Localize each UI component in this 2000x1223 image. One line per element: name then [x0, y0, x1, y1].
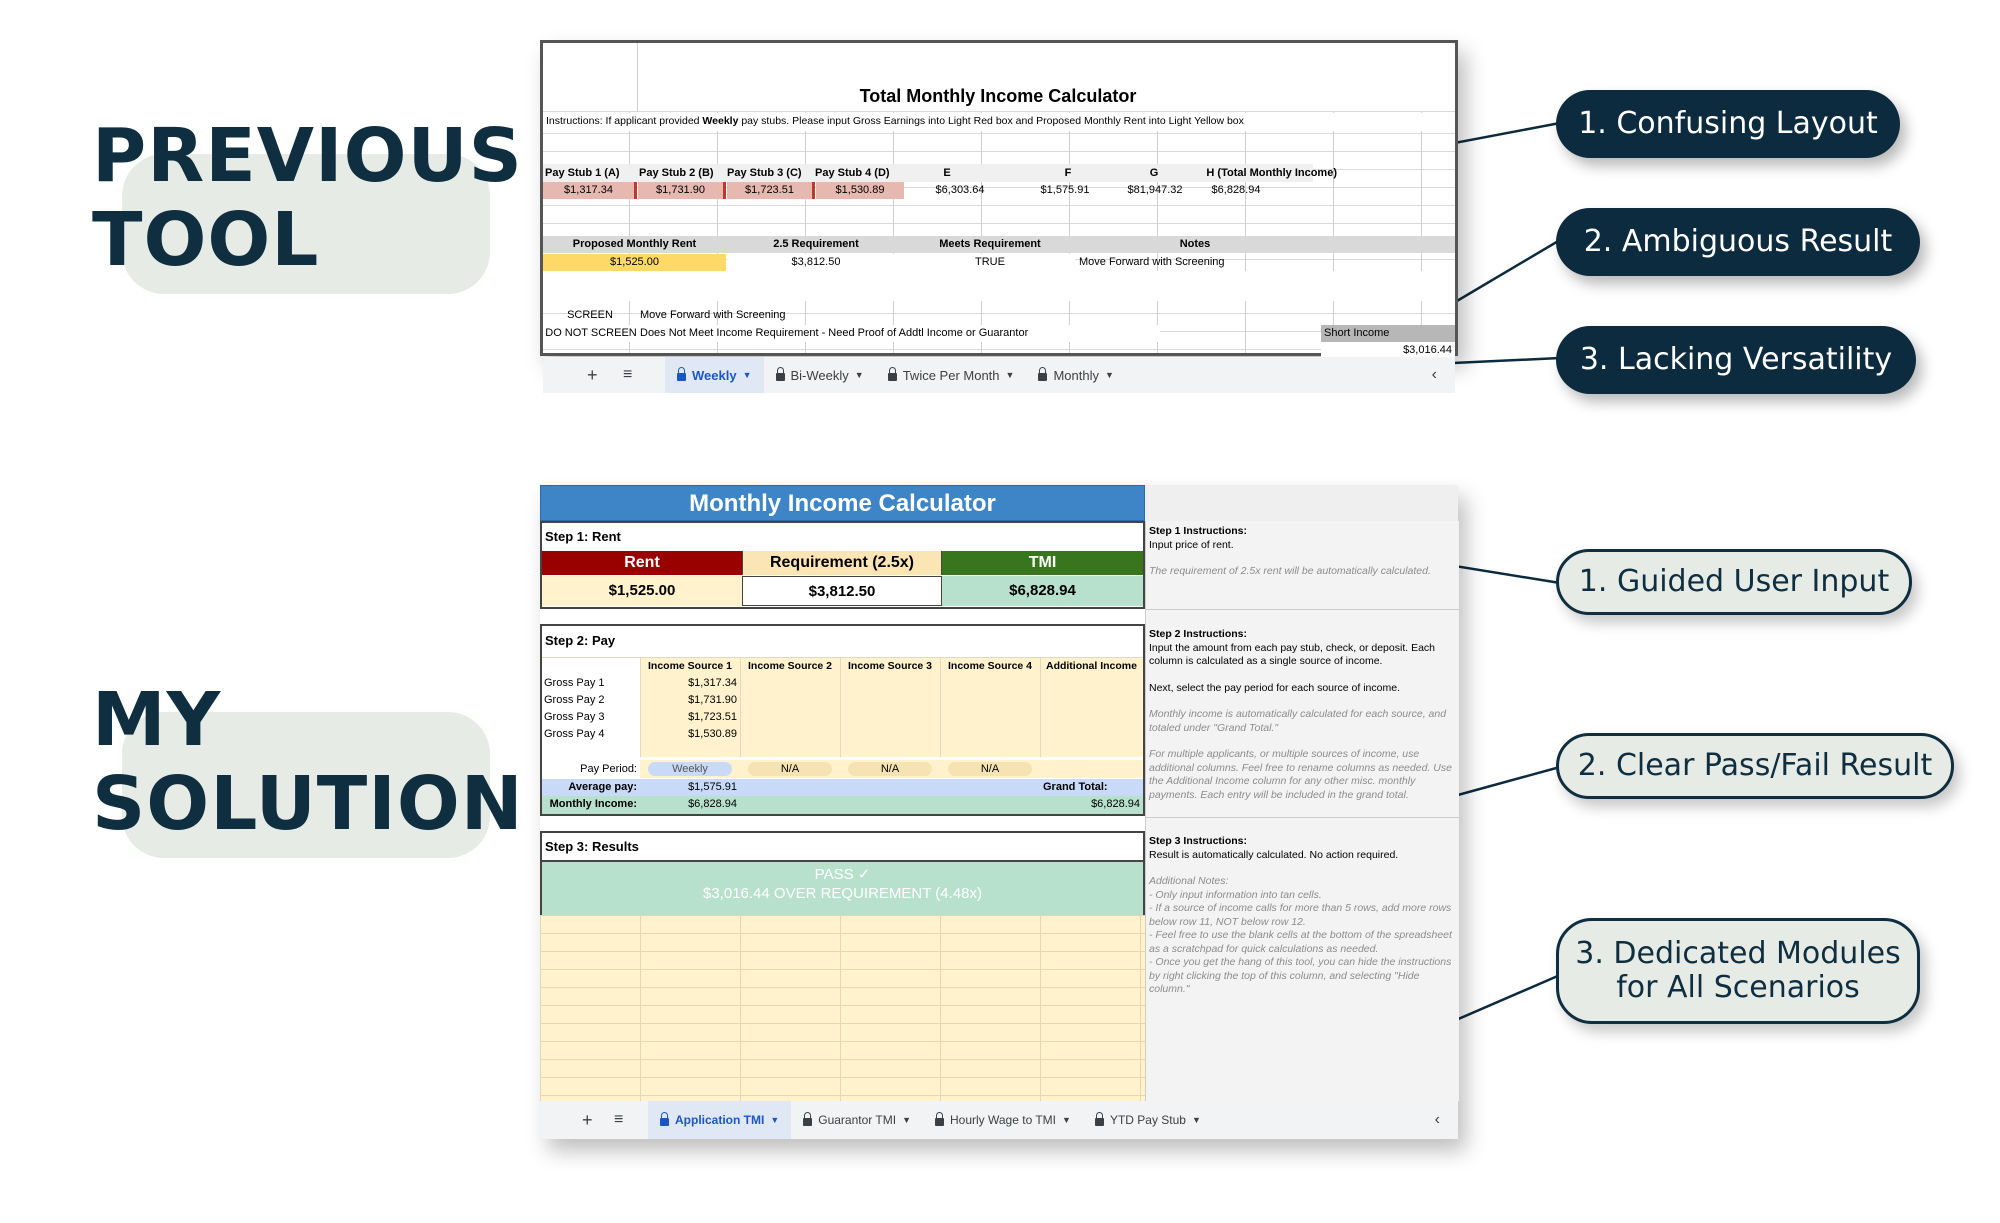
callout-clear-pass-fail: 2. Clear Pass/Fail Result: [1556, 733, 1954, 799]
chevron-left-icon[interactable]: ‹: [1431, 366, 1437, 383]
menu-icon[interactable]: ≡: [614, 1111, 624, 1128]
step2-instructions-note1: Monthly income is automatically calculated for each source, and totaled under "Grand Total.": [1149, 708, 1447, 734]
tmi-value: $6,828.94: [942, 576, 1143, 606]
tab-monthly-label: Monthly: [1053, 367, 1099, 383]
gross-pay-2-value[interactable]: $1,731.90: [688, 694, 737, 706]
old-header-g: G: [1149, 167, 1159, 179]
step2-instructions-note2: For multiple applicants, or multiple sources of income, use additional columns. Feel free to rename columns as needed. Use the Additional Income column for any other misc. monthly payments. Each entry will be included in the grand total.: [1149, 748, 1452, 801]
plus-icon[interactable]: +: [587, 364, 598, 385]
old-short-income-value: $3,016.44: [1321, 342, 1455, 359]
old-header-meets: Meets Requirement: [939, 238, 1041, 250]
old-noscreen-label: DO NOT SCREEN: [543, 325, 639, 342]
old-sheet-tabbar: [543, 357, 1455, 393]
over-requirement-text: $3,016.44 OVER REQUIREMENT (4.48x): [703, 885, 982, 902]
step2-instructions-title: Step 2 Instructions:: [1149, 628, 1248, 640]
old-instr-bold: Weekly: [702, 115, 739, 127]
lock-icon: [660, 1118, 669, 1126]
old-header-b: Pay Stub 2 (B): [639, 167, 714, 179]
lock-icon: [803, 1118, 812, 1126]
tab-twice-per-month[interactable]: [876, 357, 1027, 393]
gross-pay-1-label: Gross Pay 1: [544, 677, 605, 689]
income-source-1-header: Income Source 1: [647, 660, 733, 672]
additional-note-3: - Feel free to use the blank cells at the bottom of the spreadsheet as a scratchpad for quick calculations as needed.: [1149, 929, 1452, 955]
step3-title: Step 3: Results: [545, 839, 639, 854]
caret-down-icon: ▼: [1104, 370, 1114, 380]
callout-ambiguous-result: 2. Ambiguous Result: [1556, 208, 1920, 276]
old-screen-label: SCREEN: [567, 309, 613, 321]
tab-guarantor-tmi[interactable]: [791, 1101, 923, 1139]
old-sheet-title: Total Monthly Income Calculator: [859, 86, 1137, 106]
lock-icon: [677, 373, 686, 381]
old-header-f: F: [1064, 167, 1072, 179]
tab-weekly[interactable]: [665, 357, 764, 393]
old-instr-post: pay stubs. Please input Gross Earnings into Light Red box and Proposed Monthly Rent into Light Yellow box: [738, 115, 1244, 127]
old-header-rent: Proposed Monthly Rent: [572, 238, 697, 250]
income-source-2-header: Income Source 2: [747, 660, 833, 672]
tab-hourly-wage-label: Hourly Wage to TMI: [949, 1113, 1057, 1127]
caret-down-icon: ▼: [742, 370, 752, 380]
old-value-c[interactable]: $1,723.51: [727, 182, 815, 199]
caret-down-icon: ▼: [770, 1115, 780, 1125]
gross-pay-1-value[interactable]: $1,317.34: [688, 677, 737, 689]
lock-icon: [1095, 1118, 1104, 1126]
tab-ytd-pay-stub[interactable]: [1083, 1101, 1213, 1139]
additional-income-header: Additional Income: [1045, 660, 1137, 672]
solution-title-line1: MY: [92, 677, 222, 763]
step1-instructions-text: Input price of rent.: [1149, 538, 1234, 551]
income-source-4-header: Income Source 4: [947, 660, 1033, 672]
tmi-header: TMI: [942, 551, 1143, 575]
new-sheet-tabbar: [540, 1101, 1458, 1139]
callout-dedicated-modules-line1: 3. Dedicated Modules: [1575, 936, 1901, 971]
step2-instructions-p2: Next, select the pay period for each source of income.: [1149, 681, 1400, 694]
caret-down-icon: ▼: [1062, 1115, 1071, 1125]
tab-application-tmi-label: Application TMI: [675, 1113, 765, 1127]
rent-header: Rent: [542, 551, 742, 575]
old-value-d[interactable]: $1,530.89: [816, 182, 904, 199]
lock-icon: [1038, 373, 1047, 381]
tab-bi-weekly[interactable]: [764, 357, 876, 393]
old-value-a[interactable]: $1,317.34: [543, 182, 637, 199]
old-sheet-instructions: [546, 113, 1451, 130]
requirement-value: $3,812.50: [742, 576, 942, 606]
pay-period-label: Pay Period:: [580, 763, 637, 775]
step3-instructions-text: Result is automatically calculated. No action required.: [1149, 848, 1399, 861]
old-requirement-value: $3,812.50: [727, 254, 905, 271]
scratchpad-grid: [540, 915, 1145, 1101]
lock-icon: [888, 373, 897, 381]
menu-icon[interactable]: ≡: [623, 366, 633, 383]
caret-down-icon: ▼: [902, 1115, 911, 1125]
additional-note-1: - Only input information into tan cells.: [1149, 888, 1322, 901]
tab-ytd-pay-stub-label: YTD Pay Stub: [1109, 1113, 1186, 1127]
old-header-e: E: [943, 167, 951, 179]
plus-icon[interactable]: +: [582, 1109, 593, 1130]
instructions-panel: [1145, 521, 1459, 1101]
lock-icon: [935, 1118, 944, 1126]
old-header-h: H (Total Monthly Income): [1206, 167, 1337, 179]
tab-twice-per-month-label: Twice Per Month: [902, 367, 1000, 383]
grand-total-label: Grand Total:: [1043, 781, 1108, 793]
additional-notes-title: Additional Notes:: [1149, 875, 1229, 887]
monthly-income-label: Monthly Income:: [549, 798, 637, 810]
solution-title-line2: SOLUTION: [92, 761, 524, 847]
old-meets-value: TRUE: [905, 254, 1075, 271]
old-screen-text: Move Forward with Screening: [640, 309, 786, 321]
tab-guarantor-tmi-label: Guarantor TMI: [818, 1113, 897, 1127]
old-header-c: Pay Stub 3 (C): [727, 167, 802, 179]
tab-application-tmi[interactable]: [648, 1101, 791, 1139]
previous-tool-spreadsheet: [540, 40, 1458, 356]
requirement-header: Requirement (2.5x): [742, 551, 942, 575]
gross-pay-3-label: Gross Pay 3: [544, 711, 605, 723]
average-pay-value: $1,575.91: [688, 781, 737, 793]
gross-pay-4-value[interactable]: $1,530.89: [688, 728, 737, 740]
additional-notes: [1149, 875, 1455, 997]
old-value-h: $6,828.94: [1211, 184, 1261, 196]
old-noscreen-text: Does Not Meet Income Requirement - Need Proof of Addtl Income or Guarantor: [640, 325, 1160, 342]
additional-note-2: - If a source of income calls for more than 5 rows, add more rows below row 11, NOT below row 12.: [1149, 902, 1452, 928]
average-pay-label: Average pay:: [568, 781, 637, 793]
step3-instructions-title: Step 3 Instructions:: [1149, 835, 1248, 847]
old-value-e: $6,303.64: [935, 184, 985, 196]
rent-input[interactable]: $1,525.00: [542, 576, 742, 606]
callout-dedicated-modules-line2: for All Scenarios: [1616, 970, 1860, 1005]
old-value-f: $1,575.91: [1040, 184, 1090, 196]
caret-down-icon: ▼: [1005, 370, 1015, 380]
old-rent-input[interactable]: $1,525.00: [543, 254, 726, 271]
old-instr-pre: Instructions: If applicant provided: [546, 115, 703, 127]
pay-period-select-4[interactable]: N/A: [948, 762, 1032, 776]
income-source-3-header: Income Source 3: [847, 660, 933, 672]
step1-instructions-note: The requirement of 2.5x rent will be automatically calculated.: [1149, 565, 1431, 577]
tab-weekly-label: Weekly: [692, 367, 737, 383]
gross-pay-4-label: Gross Pay 4: [544, 728, 605, 740]
step2-title: Step 2: Pay: [545, 633, 616, 648]
tab-bi-weekly-label: Bi-Weekly: [790, 367, 849, 383]
old-short-income-label: Short Income: [1321, 325, 1455, 342]
pay-period-select-1[interactable]: Weekly: [648, 762, 732, 776]
old-header-requirement: 2.5 Requirement: [773, 238, 859, 250]
callout-dedicated-modules: [1556, 918, 1920, 1024]
new-sheet-title: Monthly Income Calculator: [540, 485, 1145, 521]
gross-pay-2-label: Gross Pay 2: [544, 694, 605, 706]
previous-title-line2: TOOL: [92, 197, 320, 283]
callout-lacking-versatility: 3. Lacking Versatility: [1556, 326, 1916, 394]
old-header-a: Pay Stub 1 (A): [545, 167, 620, 179]
gross-pay-3-value[interactable]: $1,723.51: [688, 711, 737, 723]
caret-down-icon: ▼: [1191, 1115, 1201, 1125]
old-value-g: $81,947.32: [1127, 184, 1183, 196]
lock-icon: [776, 373, 785, 381]
additional-note-4: - Once you get the hang of this tool, you can hide the instructions by right clicking the top of this column, and selecting "Hide column.": [1149, 956, 1452, 995]
callout-confusing-layout: 1. Confusing Layout: [1556, 90, 1900, 158]
tab-hourly-wage[interactable]: [923, 1101, 1083, 1139]
caret-down-icon: ▼: [854, 370, 864, 380]
pay-period-select-2[interactable]: N/A: [748, 762, 832, 776]
old-value-b[interactable]: $1,731.90: [638, 182, 726, 199]
step1-instructions-title: Step 1 Instructions:: [1149, 525, 1248, 537]
old-header-d: Pay Stub 4 (D): [815, 167, 890, 179]
tab-monthly[interactable]: [1026, 357, 1125, 393]
callout-guided-user-input: 1. Guided User Input: [1556, 549, 1912, 615]
step1-title: Step 1: Rent: [545, 529, 621, 544]
grand-total-value: $6,828.94: [1091, 798, 1140, 810]
chevron-left-icon[interactable]: ‹: [1434, 1111, 1440, 1128]
monthly-income-value: $6,828.94: [688, 798, 737, 810]
pay-period-select-3[interactable]: N/A: [848, 762, 932, 776]
step2-instructions-p1: Input the amount from each pay stub, check, or deposit. Each column is calculated as a single source of income.: [1149, 641, 1435, 667]
previous-title-line1: PREVIOUS: [92, 113, 523, 199]
my-solution-spreadsheet: [540, 485, 1458, 1139]
pass-text: PASS ✓: [814, 866, 871, 883]
old-header-notes: Notes: [1179, 238, 1211, 250]
old-notes-value: Move Forward with Screening: [1079, 256, 1225, 268]
